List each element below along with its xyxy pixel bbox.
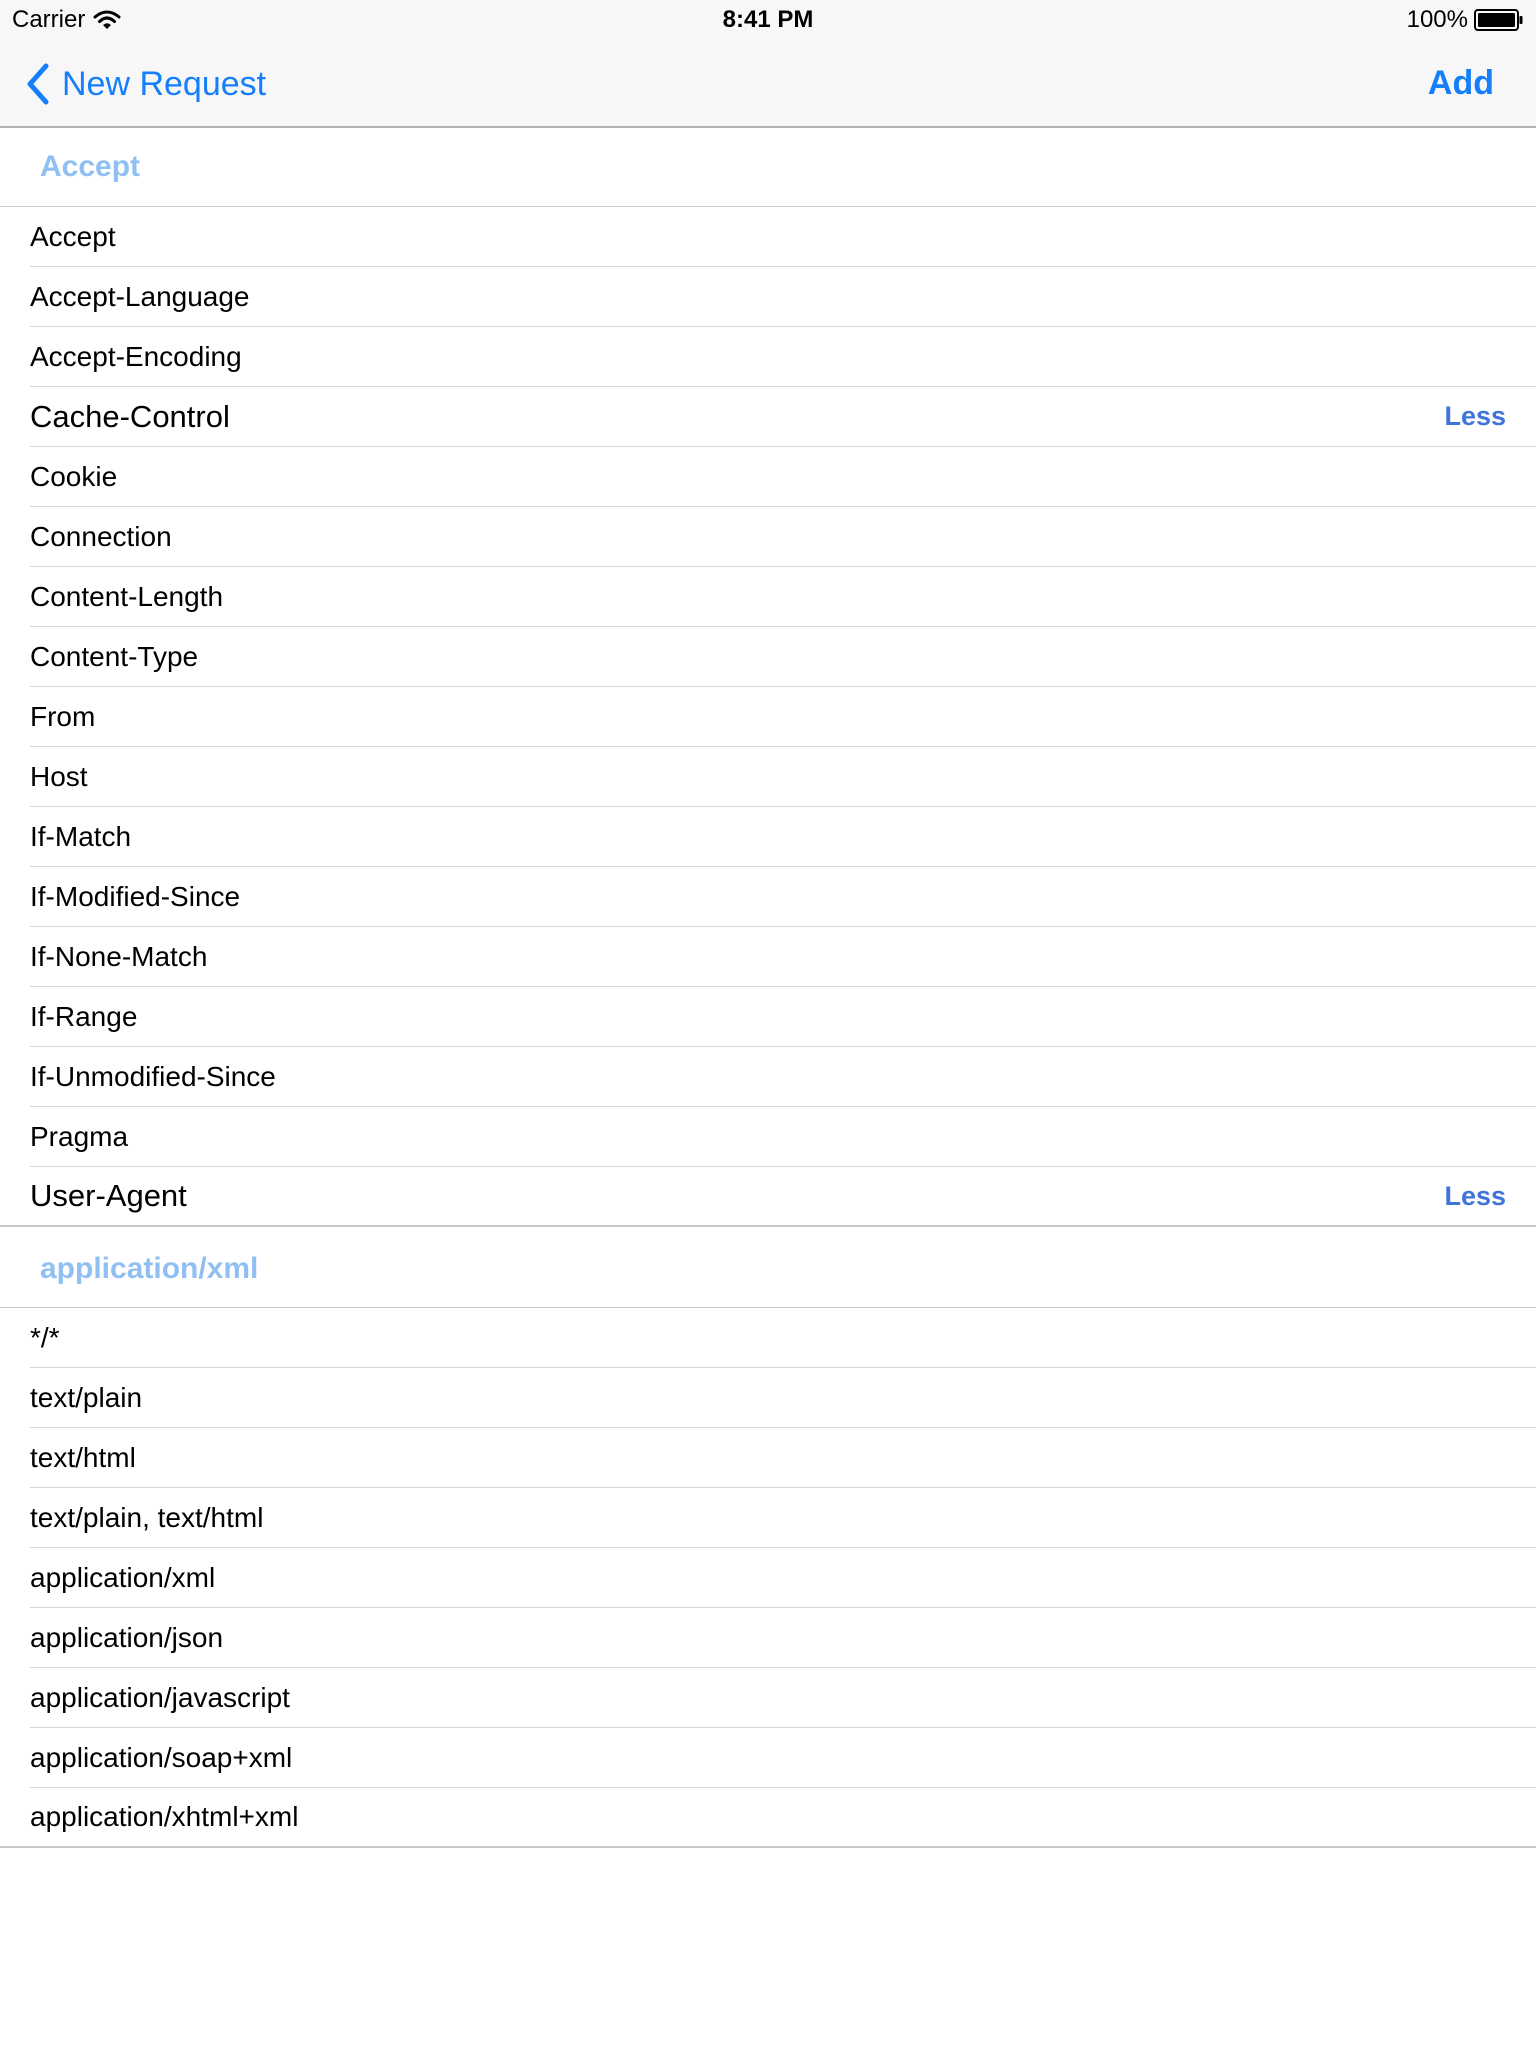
carrier-label: Carrier [12,6,86,33]
row-label: application/xhtml+xml [30,1801,299,1832]
row-label: application/json [30,1621,224,1653]
table-row[interactable] [30,567,1536,627]
status-time: 8:41 PM [722,6,814,33]
row-label: application/soap+xml [30,1741,293,1773]
table-row[interactable] [30,327,1536,387]
table-row[interactable] [30,267,1536,327]
table-row[interactable] [30,807,1536,867]
table-row[interactable] [30,867,1536,927]
table-row[interactable] [0,1167,1536,1227]
row-label: application/xml [30,1561,216,1593]
table-row[interactable] [30,1548,1536,1608]
row-label: text/plain, text/html [30,1501,264,1533]
table-row[interactable] [30,1488,1536,1548]
section-header: Accept [0,128,1536,207]
row-label: If-Range [30,1000,138,1032]
table-row[interactable] [30,387,1536,447]
row-label: Content-Length [30,580,224,612]
table-row[interactable] [30,1428,1536,1488]
table-row[interactable] [30,1107,1536,1167]
battery-icon [1474,9,1524,31]
table-row[interactable] [30,447,1536,507]
table-row[interactable] [30,1308,1536,1368]
battery-percent: 100% [1406,6,1468,33]
table-row[interactable] [30,1728,1536,1788]
battery-indicator [1407,6,1524,34]
table-row[interactable] [30,987,1536,1047]
navigation-bar [0,40,1536,128]
chevron-left-icon [22,62,52,106]
back-button-label: New Request [62,64,267,103]
table-row[interactable] [30,207,1536,267]
row-label: If-Match [30,820,132,852]
row-label: Connection [30,520,172,552]
table-row[interactable] [30,1608,1536,1668]
table-section [0,128,1536,1227]
table-row[interactable] [30,747,1536,807]
status-bar [0,0,1536,40]
table-row[interactable] [30,1668,1536,1728]
table-row[interactable] [30,627,1536,687]
row-label: User-Agent [30,1178,187,1213]
row-label: Host [30,760,88,792]
row-label: text/plain [30,1381,143,1413]
row-label: Cookie [30,460,118,492]
section-header: application/xml [0,1230,1536,1308]
header-table [0,128,1536,1848]
row-label: From [30,700,96,732]
row-label: Cache-Control [30,398,230,434]
row-label: Accept-Encoding [30,340,242,372]
row-label: If-Modified-Since [30,880,241,912]
row-label: If-None-Match [30,940,208,972]
back-button[interactable] [22,62,266,106]
less-button[interactable]: Less [1444,1180,1506,1211]
row-label: Pragma [30,1120,129,1152]
row-label: */* [30,1321,60,1353]
row-label: application/javascript [30,1681,290,1713]
add-button[interactable]: Add [1427,64,1494,102]
less-button[interactable]: Less [1444,401,1506,431]
table-row[interactable] [30,1047,1536,1107]
row-label: Accept-Language [30,280,250,312]
table-row[interactable] [30,507,1536,567]
table-row[interactable] [30,927,1536,987]
table-row[interactable] [30,1368,1536,1428]
row-label: If-Unmodified-Since [30,1060,276,1092]
row-label: Content-Type [30,640,199,672]
table-row[interactable] [0,1788,1536,1848]
row-label: text/html [30,1441,136,1473]
row-label: Accept [30,220,116,252]
table-row[interactable] [30,687,1536,747]
table-section [0,1230,1536,1848]
